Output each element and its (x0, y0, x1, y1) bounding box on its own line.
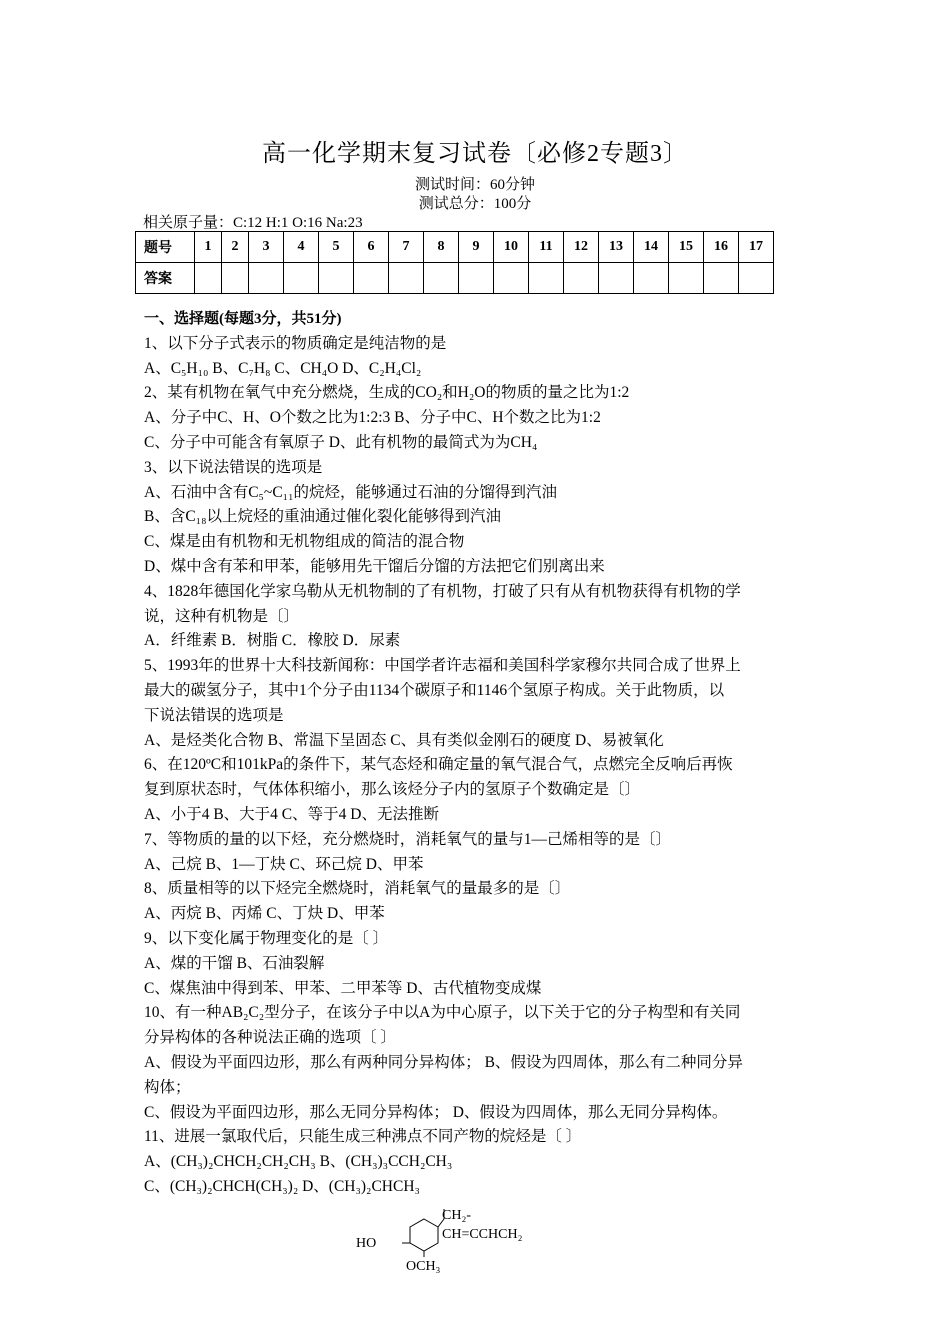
qnum-cell: 3 (249, 232, 284, 263)
question-line: 最大的碳氢分子，其中1个分子由1134个碳原子和1146个氢原子构成。关于此物质，以 (144, 681, 725, 699)
qnum-cell: 10 (494, 232, 529, 263)
answer-cell[interactable] (389, 263, 424, 294)
question-line: 复到原状态时，气体体积缩小，那么该烃分子内的氢原子个数确定是〔〕 (144, 781, 641, 799)
qnum-cell: 4 (284, 232, 319, 263)
option-line: A．纤维素 B．树脂 C．橡胶 D．尿素 (144, 632, 401, 650)
qnum-cell: 1 (195, 232, 222, 263)
qnum-cell: 12 (564, 232, 599, 263)
answer-cell[interactable] (319, 263, 354, 294)
answer-cell[interactable] (424, 263, 459, 294)
answer-label: 答案 (136, 263, 195, 294)
question-line: 6、在120ºC和101kPa的条件下，某气态烃和确定量的氧气混合气，点燃完全反响后再恢 (144, 756, 733, 774)
option-line: C、(CH₃)₂CHCH(CH₃)₂ D、(CH₃)₂CHCH₃ (144, 1177, 420, 1195)
test-total: 测试总分：100分 (418, 196, 532, 212)
answer-cell[interactable] (222, 263, 249, 294)
question-line: 1、以下分子式表示的物质确定是纯洁物的是 (144, 334, 447, 352)
option-line: B、含C₁₈以上烷烃的重油通过催化裂化能够得到汽油 (144, 508, 501, 526)
ch2-label: CH₂- (442, 1208, 471, 1223)
qnum-cell: 5 (319, 232, 354, 263)
option-line: C、假设为平面四边形，那么无同分异构体； D、假设为四周体，那么无同分异构体。 (144, 1103, 728, 1121)
answer-cell[interactable] (739, 263, 774, 294)
question-line: 8、质量相等的以下烃完全燃烧时，消耗氧气的量最多的是〔〕 (144, 880, 571, 898)
option-line: A、丙烷 B、丙烯 C、丁炔 D、甲苯 (144, 905, 385, 923)
answer-table-answer-row (136, 263, 774, 294)
benzene-ring (410, 1219, 438, 1251)
answer-cell[interactable] (284, 263, 319, 294)
answer-cell[interactable] (354, 263, 389, 294)
option-line: A、己烷 B、1—丁炔 C、环己烷 D、甲苯 (144, 855, 424, 873)
option-line: A、石油中含有C₅~C₁₁的烷烃，能够通过石油的分馏得到汽油 (144, 483, 557, 501)
question-line: 5、1993年的世界十大科技新闻称：中国学者许志福和美国科学家穆尔共同合成了世界上 (144, 657, 741, 675)
option-line: A、C₅H₁₀ B、C₇H₈ C、CH₄O D、C₂H₄Cl₂ (144, 359, 422, 377)
answer-cell[interactable] (249, 263, 284, 294)
answer-table (135, 231, 774, 294)
option-line: A、分子中C、H、O个数之比为1:2:3 B、分子中C、H个数之比为1:2 (144, 409, 601, 427)
qnum-cell: 16 (704, 232, 739, 263)
qnum-cell: 7 (389, 232, 424, 263)
chain-label: CH=CCHCH₂ (442, 1227, 523, 1242)
qnum-cell: 11 (529, 232, 564, 263)
qnum-cell: 8 (424, 232, 459, 263)
chemical-structure-diagram (356, 1203, 556, 1283)
qnum-cell: 17 (739, 232, 774, 263)
option-line: C、分子中可能含有氧原子 D、此有机物的最简式为为CH₄ (144, 433, 538, 451)
question-line: 4、1828年德国化学家乌勒从无机物制的了有机物，打破了只有从有机物获得有机物的学 (144, 582, 741, 600)
qnum-cell: 14 (634, 232, 669, 263)
qnum-cell: 2 (222, 232, 249, 263)
answer-cell[interactable] (564, 263, 599, 294)
answer-cell[interactable] (529, 263, 564, 294)
option-line: A、是烃类化合物 B、常温下呈固态 C、具有类似金刚石的硬度 D、易被氧化 (144, 731, 664, 749)
answer-table-header-row (136, 232, 774, 263)
answer-cell[interactable] (669, 263, 704, 294)
option-line: A、假设为平面四边形，那么有两种同分异构体； B、假设为四周体，那么有二种同分异 (144, 1053, 743, 1071)
option-line: A、(CH₃)₂CHCH₂CH₂CH₃ B、(CH₃)₃CCH₂CH₃ (144, 1153, 453, 1171)
answer-cell[interactable] (195, 263, 222, 294)
qnum-cell: 9 (459, 232, 494, 263)
answer-cell[interactable] (634, 263, 669, 294)
qnum-cell: 6 (354, 232, 389, 263)
question-line: 2、某有机物在氧气中充分燃烧，生成的CO₂和H₂O的物质的量之比为1:2 (144, 384, 630, 402)
answer-cell[interactable] (599, 263, 634, 294)
answer-cell[interactable] (459, 263, 494, 294)
question-line: 下说法错误的选项是 (144, 706, 284, 724)
och3-label: OCH₃ (406, 1259, 441, 1274)
test-time: 测试时间：60分钟 (414, 177, 535, 193)
answer-cell[interactable] (494, 263, 529, 294)
atomic-mass-line: 相关原子量：C:12 H:1 O:16 Na:23 (143, 215, 363, 231)
question-line: 说，这种有机物是〔〕 (144, 607, 300, 625)
qnum-cell: 13 (599, 232, 634, 263)
option-line: C、煤焦油中得到苯、甲苯、二甲苯等 D、古代植物变成煤 (144, 979, 542, 997)
qnum-cell: 15 (669, 232, 704, 263)
question-line: 分异构体的各种说法正确的选项〔 〕 (144, 1029, 396, 1047)
option-line: A、小于4 B、大于4 C、等于4 D、无法推断 (144, 805, 439, 823)
page-title: 高一化学期末复习试卷〔必修2专题3〕 (262, 141, 688, 167)
header-label: 题号 (136, 232, 195, 263)
question-body (144, 307, 808, 1200)
option-line: C、煤是由有机物和无机物组成的简洁的混合物 (144, 533, 465, 551)
option-line: 构体； (144, 1078, 191, 1096)
answer-cell[interactable] (704, 263, 739, 294)
question-line: 10、有一种AB₂C₂型分子，在该分子中以A为中心原子，以下关于它的分子构型和有关同 (144, 1004, 741, 1022)
question-line: 7、等物质的量的以下烃，充分燃烧时，消耗氧气的量与1—己烯相等的是〔〕 (144, 830, 672, 848)
question-line: 9、以下变化属于物理变化的是〔 〕 (144, 929, 389, 947)
section-heading: 一、选择题(每题3分，共51分) (144, 311, 342, 327)
option-line: D、煤中含有苯和甲苯，能够用先干馏后分馏的方法把它们别离出来 (144, 557, 605, 575)
option-line: A、煤的干馏 B、石油裂解 (144, 954, 325, 972)
ho-label: HO (356, 1236, 377, 1251)
question-line: 11、进展一氯取代后，只能生成三种沸点不同产物的烷烃是〔 〕 (144, 1128, 582, 1146)
question-line: 3、以下说法错误的选项是 (144, 458, 323, 476)
